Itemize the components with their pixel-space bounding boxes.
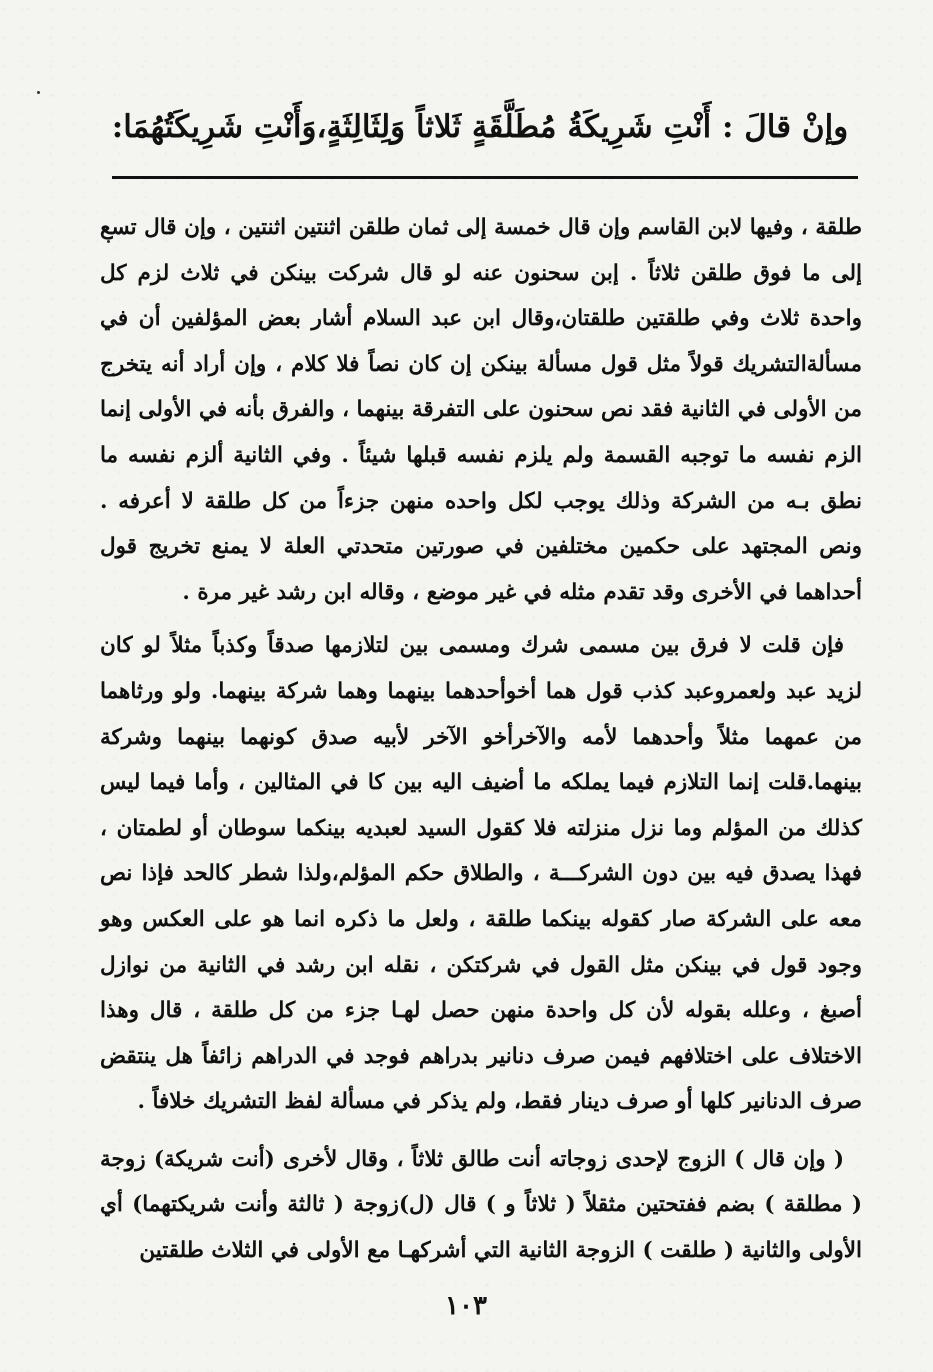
page-number: ١٠٣ xyxy=(445,1291,487,1321)
paragraph-2: فإن قلت لا فرق بين مسمى شرك ومسمى بين لتلازمها صدقاً وكذباً مثلاً لو كان لزيد عبد ولعمروعبد كذب قول هما أخوأحدهما بينهما وهما شركة بينهما. ولو ورثاهما من عمهما مثلاً وأحدهما لأمه والآخرأخو الآخر لأبيه صدق كونهما بينهما وشركة بينهما.قلت إنما التلازم فيما يملكه ما أضيف اليه بين كا في المثالين ، وأما فيما ليس كذلك من المؤلم وما نزل منزلته فلا كقول السيد لعبديه بينكما سوطان أو لطمتان ، فهذا يصدق فيه بين دون الشركـــة ، والطلاق حكم المؤلم،ولذا شطر كالحد فإذا نص معه على الشركة صار كقوله بينكما طلقة ، ولعل ما ذكره انما هو على العكس وهو وجود قول في بينكن مثل القول في شركتكن ، نقله ابن رشد في الثانية من نوازل أصبغ ، وعلله بقوله لأن كل واحدة منهن حصل لهـا جزء من كل طلقة ، قال وهذا الاختلاف على اختلافهم فيمن صرف دنانير بدراهم فوجد في الدراهم زائفاً هل ينتقض صرف الدنانير كلها أو صرف دينار فقط، ولم يذكر في مسألة لفظ التشريك خلافاً . xyxy=(100,633,862,1115)
heading-divider xyxy=(112,176,858,179)
scan-speck xyxy=(107,240,110,243)
scan-speck xyxy=(37,91,40,94)
paragraph-1: طلقة ، وفيها لابن القاسم وإن قال خمسة إلى ثمان طلقن اثنتين اثنتين ، وإن قال تسع إلى ما فوق طلقن ثلاثاً . إبن سحنون عنه لو قال شركت بينكن في ثلاث لزم كل واحدة ثلاث وفي طلقتين طلقتان،وقال ابن عبد السلام أشار بعض المؤلفين أن في مسألةالتشريك قولاً مثل قول مسألة بينكن إن كان نصاً فلا كلام ، وإن أراد أنه يتخرج من الأولى في الثانية فقد نص سحنون على التفرقة بينهما ، والفرق بأنه في الأولى إنما الزم نفسه ما توجبه القسمة ولم يلزم نفسه قبلها شيئاً . وفي الثانية ألزم نفسه ما نطق بـه من الشركة وذلك يوجب لكل واحده منهن جزءاً من كل طلقة لا أعرفه . ونص المجتهد على حكمين مختلفين في صورتين متحدتي العلة لا يمنع تخريج قول أحداهما في الأخرى وقد تقدم مثله في غير موضع ، وقاله ابن رشد غير مرة . xyxy=(100,215,862,605)
body-text xyxy=(100,205,862,1274)
paragraph-3: ( وإن قال ) الزوج لإحدى زوجاته أنت طالق ثلاثاً ، وقال لأخرى (أنت شريكة) زوجة ( مطلقة ) بضم ففتحتين مثقلاً ( ثلاثاً و ) قال (ل)زوجة ( ثالثة وأنت شريكتهما) أي الأولى والثانية ( طلقت ) الزوجة الثانية التي أشركهـا مع الأولى في الثلاث طلقتين xyxy=(100,1146,862,1264)
page-heading: وإنْ قالَ : أَنْتِ شَرِيكَةُ مُطَلَّقَةٍ ثَلاثاً وَلِثَالِثَةٍ،وَأَنْتِ شَرِيكَتُهُمَا: xyxy=(111,109,849,145)
